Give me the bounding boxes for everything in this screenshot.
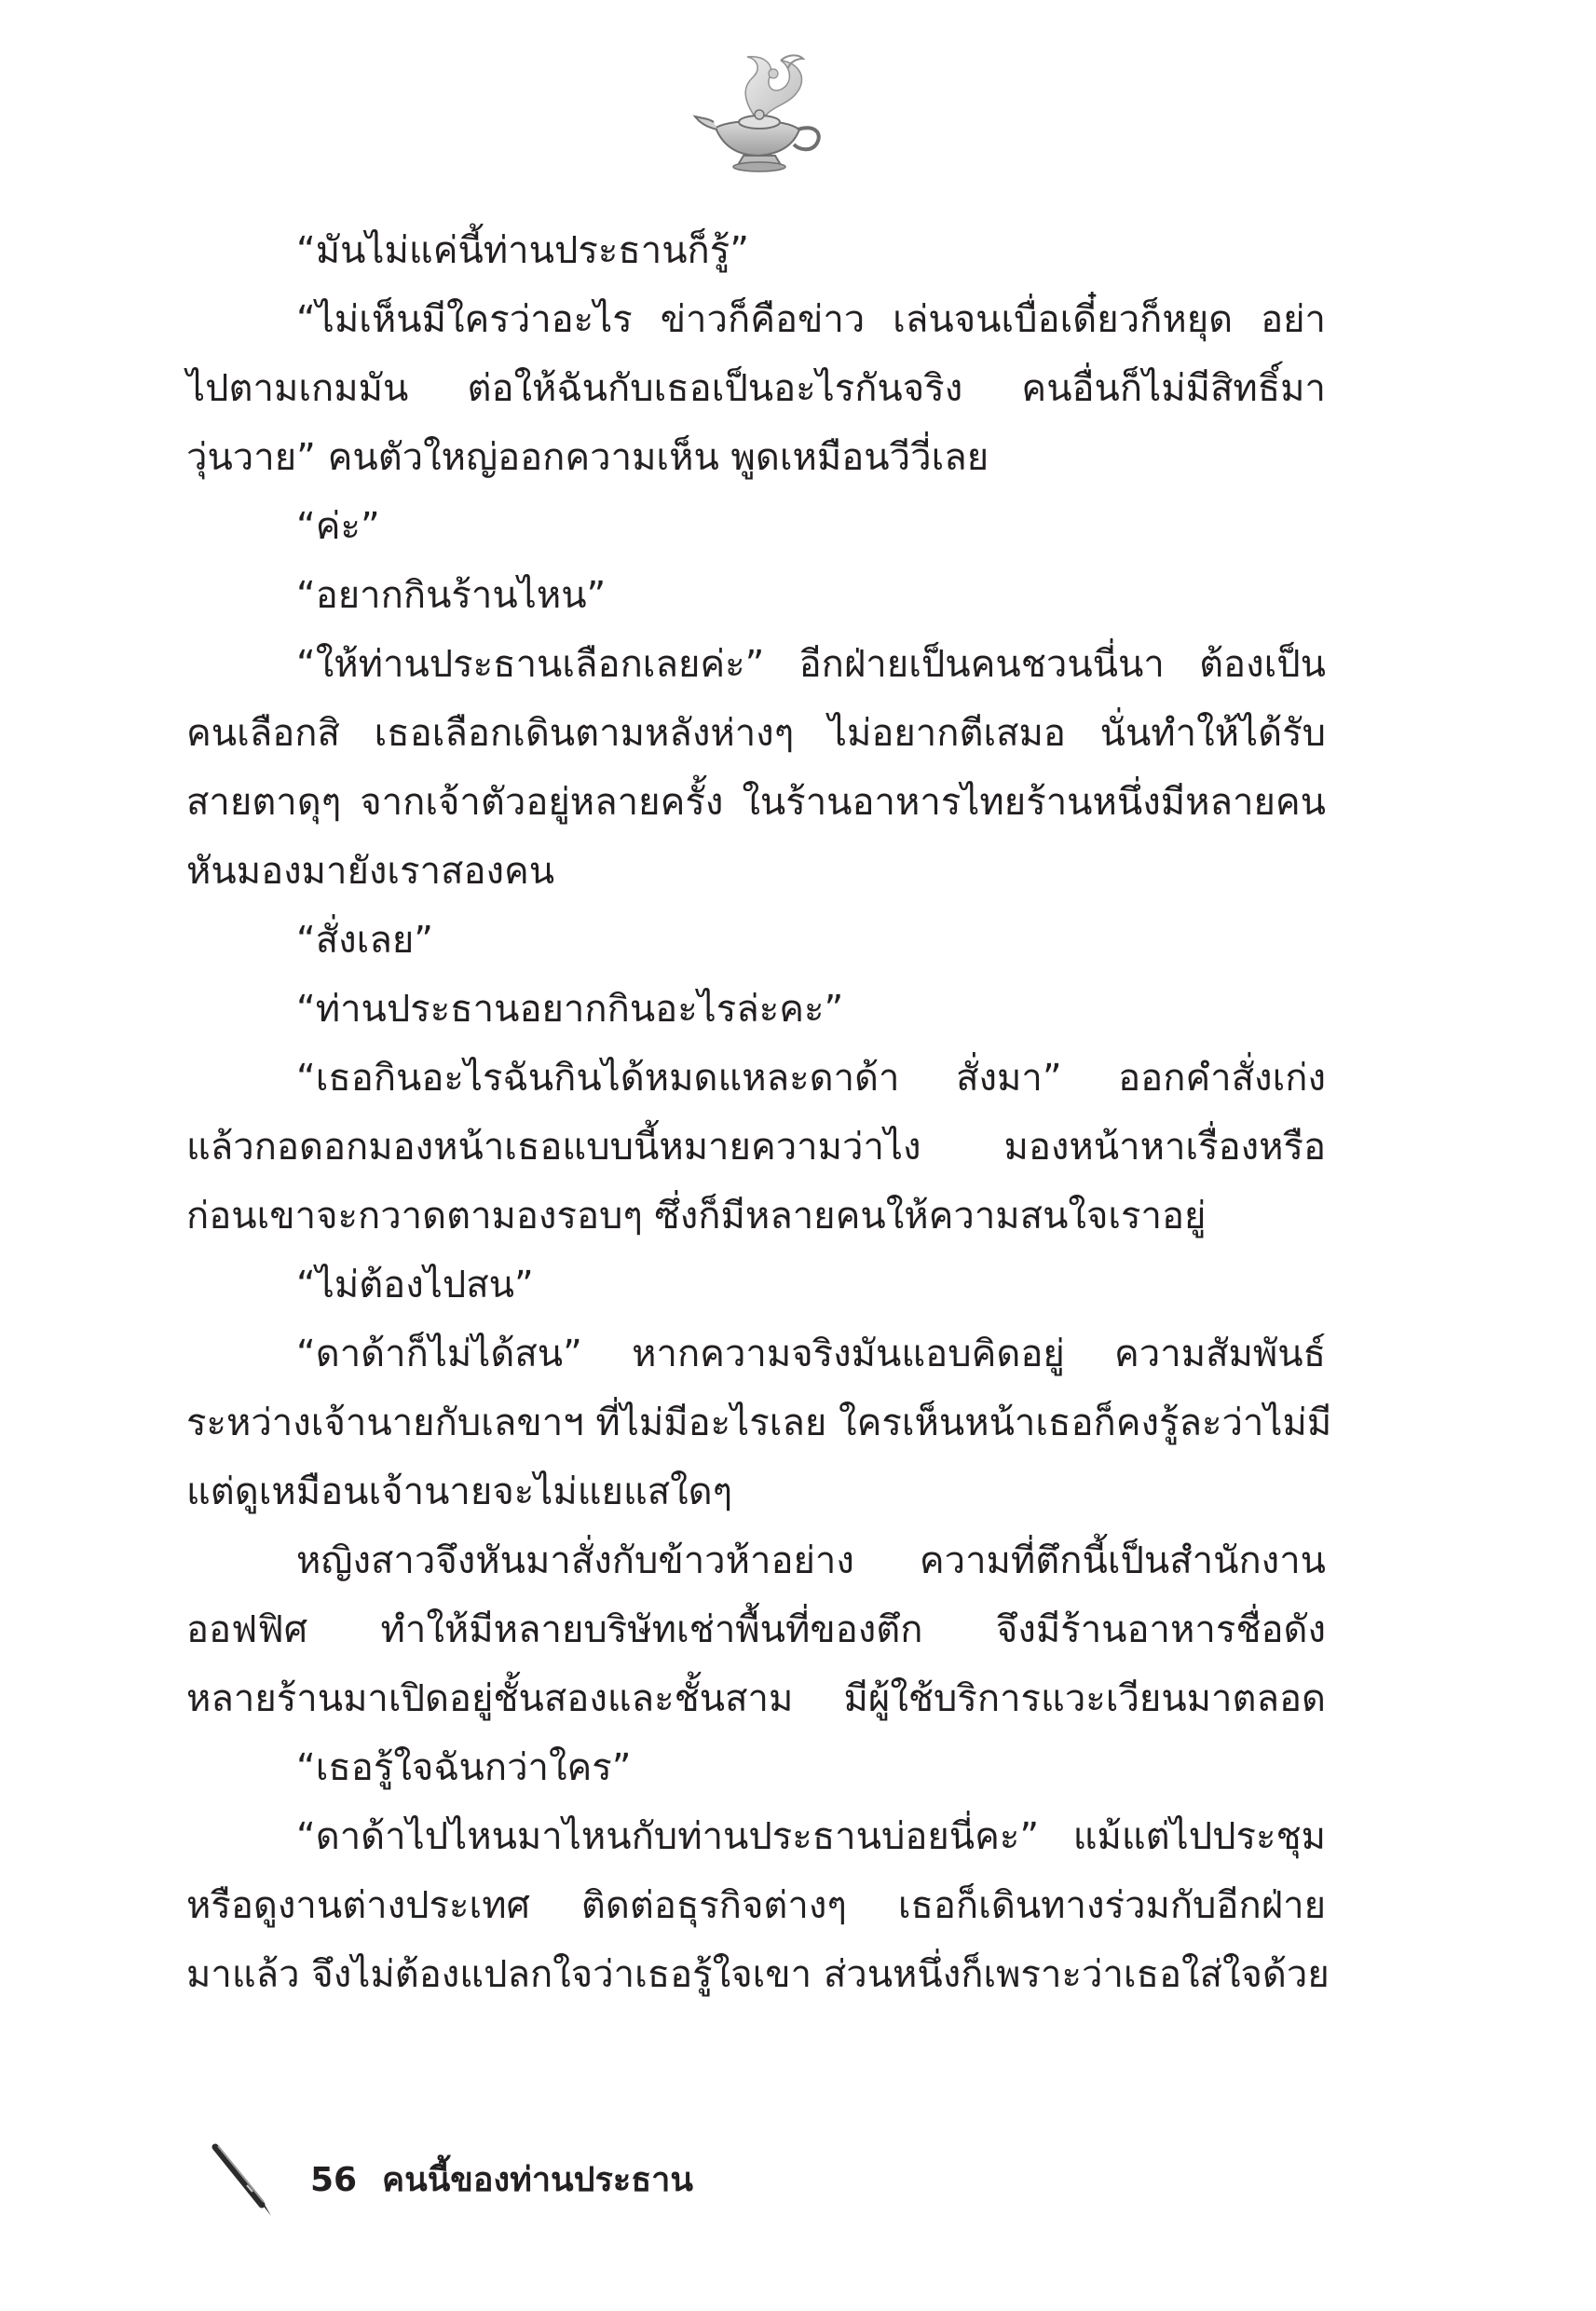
paragraph-line: แต่ดูเหมือนเจ้านายจะไม่แยแสใดๆ (186, 1470, 733, 1513)
paragraph-line: “ดาด้าไปไหนมาไหนกับท่านประธานบ่อยนี่คะ” แม้แต่ไปประชุม (296, 1815, 1326, 1858)
paragraph-line: “เธอรู้ใจฉันกว่าใคร” (296, 1746, 632, 1789)
paragraph-line: “ท่านประธานอยากกินอะไรล่ะคะ” (296, 988, 844, 1031)
paragraph-line: ออฟฟิศ ทำให้มีหลายบริษัทเช่าพื้นที่ของตึก จึงมีร้านอาหารชื่อดัง (186, 1608, 1326, 1651)
body-text (186, 216, 1332, 2009)
pen-icon (210, 2143, 275, 2218)
paragraph-line: หรือดูงานต่างประเทศ ติดต่อธุรกิจต่างๆ เธอก็เดินทางร่วมกับอีกฝ่าย (186, 1884, 1326, 1927)
paragraph-line: “สั่งเลย” (296, 919, 434, 962)
paragraph-line: “ไม่ต้องไปสน” (296, 1264, 534, 1306)
paragraph-line: หันมองมายังเราสองคน (186, 850, 555, 893)
paragraph-line: หลายร้านมาเปิดอยู่ชั้นสองและชั้นสาม มีผู้ใช้บริการแวะเวียนมาตลอด (186, 1677, 1326, 1720)
paragraph-line: “ไม่เห็นมีใครว่าอะไร ข่าวก็คือข่าว เล่นจนเบื่อเดี๋ยวก็หยุด อย่า (296, 298, 1326, 341)
paragraph-line: “ดาด้าก็ไม่ได้สน” หากความจริงมันแอบคิดอยู่ ความสัมพันธ์ (296, 1333, 1326, 1375)
paragraph-line: ระหว่างเจ้านายกับเลขาฯ ที่ไม่มีอะไรเลย ใครเห็นหน้าเธอก็คงรู้ละว่าไม่มี (186, 1402, 1332, 1444)
page-footer (210, 2143, 862, 2218)
page-number: 56 (310, 2161, 358, 2199)
paragraph-line: “ให้ท่านประธานเลือกเลยค่ะ” อีกฝ่ายเป็นคนชวนนี่นา ต้องเป็น (296, 643, 1326, 686)
paragraph-line: แล้วกอดอกมองหน้าเธอแบบนี้หมายความว่าไง มองหน้าหาเรื่องหรือ (186, 1126, 1326, 1169)
paragraph-line: “ค่ะ” (296, 505, 380, 548)
book-title: คนนี้ของท่านประธาน (382, 2161, 693, 2199)
paragraph-line: สายตาดุๆ จากเจ้าตัวอยู่หลายครั้ง ในร้านอาหารไทยร้านหนึ่งมีหลายคน (186, 781, 1326, 824)
genie-lamp-icon (689, 51, 829, 177)
paragraph-line: ไปตามเกมมัน ต่อให้ฉันกับเธอเป็นอะไรกันจริง คนอื่นก็ไม่มีสิทธิ์มา (186, 367, 1326, 410)
paragraph-line: คนเลือกสิ เธอเลือกเดินตามหลังห่างๆ ไม่อยากตีเสมอ นั่นทำให้ได้รับ (186, 712, 1326, 755)
paragraph-line: “อยากกินร้านไหน” (296, 574, 607, 617)
paragraph-line: ก่อนเขาจะกวาดตามองรอบๆ ซึ่งก็มีหลายคนให้ความสนใจเราอยู่ (186, 1195, 1207, 1238)
paragraph-line: “เธอกินอะไรฉันกินได้หมดแหละดาด้า สั่งมา” ออกคำสั่งเก่ง (296, 1057, 1326, 1100)
paragraph-line: วุ่นวาย” คนตัวใหญ่ออกความเห็น พูดเหมือนวีวี่เลย (186, 436, 989, 479)
paragraph-line: หญิงสาวจึงหันมาสั่งกับข้าวห้าอย่าง ความที่ตึกนี้เป็นสำนักงาน (296, 1539, 1326, 1582)
paragraph-line: “มันไม่แค่นี้ท่านประธานก็รู้” (296, 229, 749, 272)
paragraph-line: มาแล้ว จึงไม่ต้องแปลกใจว่าเธอรู้ใจเขา ส่วนหนึ่งก็เพราะว่าเธอใส่ใจด้วย (186, 1953, 1330, 1996)
